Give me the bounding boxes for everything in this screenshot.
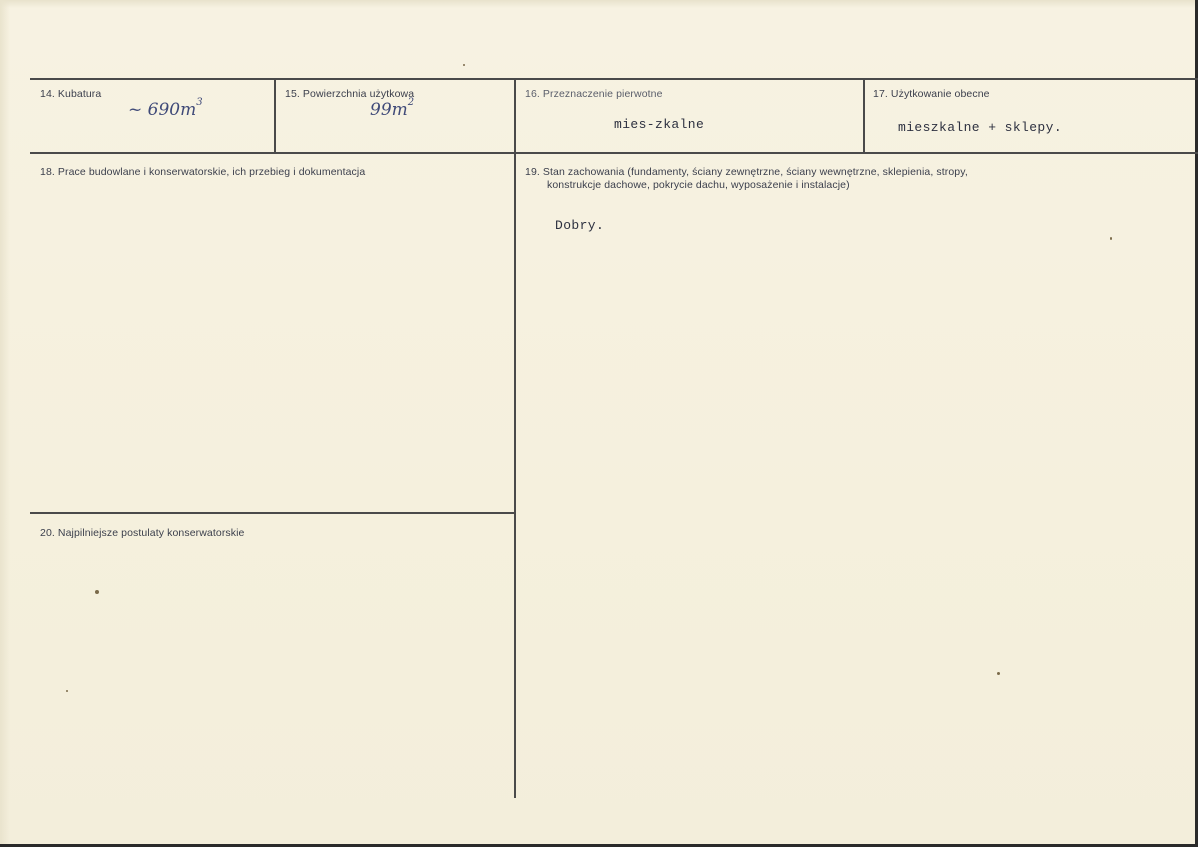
field-14-unit: m (180, 100, 197, 120)
paper-edge-top (0, 0, 1198, 8)
divider-14-15 (274, 78, 276, 153)
field-17-label: 17. Użytkowanie obecne (873, 88, 990, 100)
paper-speck (997, 672, 1000, 675)
paper-speck (463, 64, 465, 66)
field-14-number: ~ 690 (128, 100, 181, 120)
header-row-bottom-rule (30, 152, 1198, 154)
field-15-number: 99 (370, 100, 392, 120)
paper-speck (66, 690, 68, 692)
top-rule (30, 78, 1198, 80)
field-19-label-line1: 19. Stan zachowania (fundamenty, ściany zewnętrzne, ściany wewnętrzne, sklepienia, stropy, (525, 166, 968, 178)
section-18-bottom-rule (30, 512, 515, 514)
paper-edge-left (0, 0, 10, 847)
field-18-label: 18. Prace budowlane i konserwatorskie, ich przebieg i dokumentacja (40, 166, 366, 178)
field-19-label-line2: konstrukcje dachowe, pokrycie dachu, wyposażenie i instalacje) (547, 179, 850, 191)
field-14-value (128, 97, 203, 120)
field-16-label: 16. Przeznaczenie pierwotne (525, 88, 663, 100)
field-15-unit: m (391, 100, 408, 120)
paper-speck (1110, 237, 1112, 240)
divider-16-17 (863, 78, 865, 153)
field-19-value: Dobry. (555, 218, 605, 233)
field-16-value: mies-zkalne (614, 117, 705, 132)
field-17-value: mieszkalne + sklepy. (898, 120, 1063, 135)
main-column-divider (514, 78, 516, 798)
field-15-label: 15. Powierzchnia użytkowa (285, 88, 415, 100)
paper-speck (95, 590, 99, 594)
field-15-value (370, 97, 415, 120)
field-14-label: 14. Kubatura (40, 88, 102, 100)
field-14-unit-exponent: 3 (196, 97, 203, 109)
field-20-label: 20. Najpilniejsze postulaty konserwatorskie (40, 527, 245, 539)
field-15-unit-exponent: 2 (407, 97, 415, 109)
